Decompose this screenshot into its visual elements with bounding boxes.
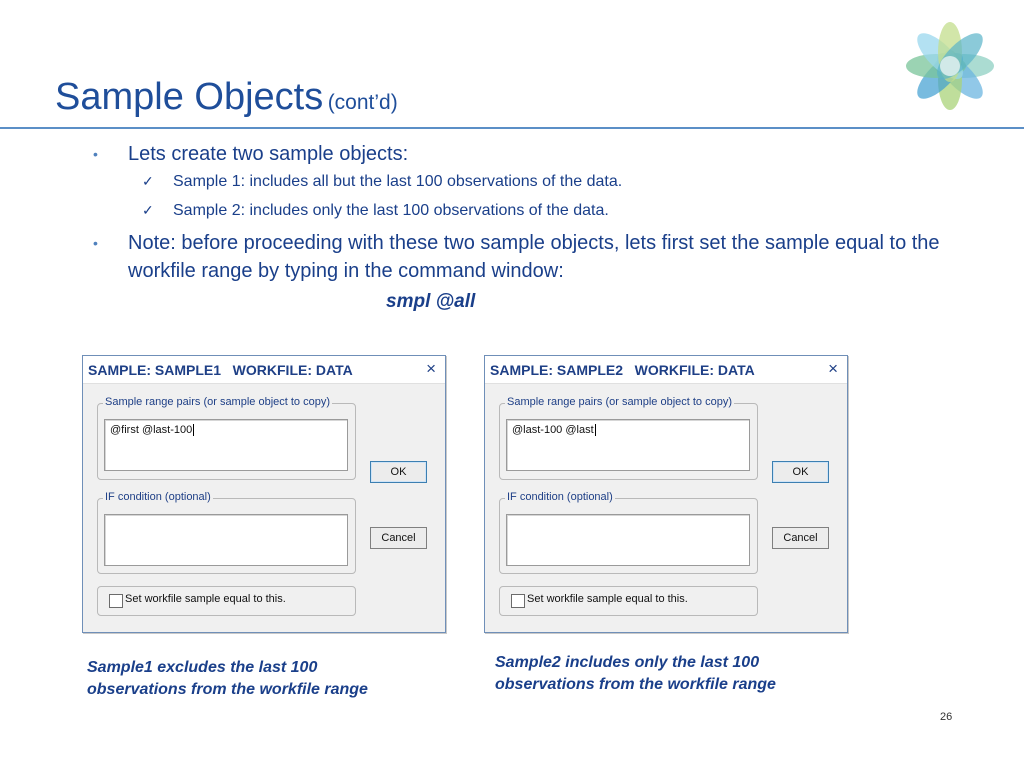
range-input[interactable] — [506, 419, 750, 471]
dialog-titlebar[interactable] — [485, 356, 847, 384]
slide-title — [55, 76, 398, 119]
range-input-value: @first @last-100 — [110, 424, 193, 436]
range-input[interactable] — [104, 419, 348, 471]
workfile-sample-option — [97, 586, 356, 616]
bullet-dot-icon: • — [93, 146, 98, 162]
floral-logo-icon — [898, 14, 1002, 118]
ok-button[interactable]: OK — [370, 461, 427, 483]
range-group-label: Sample range pairs (or sample object to copy) — [507, 396, 732, 408]
cancel-button[interactable]: Cancel — [370, 527, 427, 549]
range-group — [499, 396, 758, 480]
bullet-dot-icon: • — [93, 235, 98, 251]
range-group-label: Sample range pairs (or sample object to copy) — [105, 396, 330, 408]
if-group — [97, 491, 356, 574]
sample2-dialog — [484, 355, 848, 633]
caption-line: observations from the workfile range — [495, 676, 776, 693]
page-number: 26 — [940, 711, 953, 723]
text-caret — [193, 424, 194, 436]
if-group-label: IF condition (optional) — [507, 491, 613, 503]
range-group — [97, 396, 356, 480]
caption-line: Sample2 includes only the last 100 — [495, 654, 760, 671]
command-text: smpl @all — [386, 291, 476, 312]
checkmark-icon: ✓ — [142, 173, 154, 189]
slide-title-main: Sample Objects — [55, 76, 324, 118]
dialog-title: SAMPLE: SAMPLE2 WORKFILE: DATA — [490, 362, 755, 378]
close-icon[interactable]: × — [426, 359, 436, 378]
range-input-value: @last-100 @last — [512, 424, 594, 436]
if-group-label: IF condition (optional) — [105, 491, 211, 503]
slide-title-suffix: (cont’d) — [327, 91, 398, 114]
bullet-text: Lets create two sample objects: — [128, 143, 409, 165]
bullet-text: Note: before proceeding with these two sample objects, lets first set the sample equal to the workfile range by typing in the command window: — [128, 232, 940, 282]
if-group — [499, 491, 758, 574]
sub-bullet-text: Sample 1: includes all but the last 100 observations of the data. — [173, 173, 623, 190]
cancel-button[interactable]: Cancel — [772, 527, 829, 549]
workfile-sample-option — [499, 586, 758, 616]
caption-line: Sample1 excludes the last 100 — [87, 659, 318, 676]
dialog-titlebar[interactable] — [83, 356, 445, 384]
if-condition-input[interactable] — [104, 514, 348, 566]
dialog-title: SAMPLE: SAMPLE1 WORKFILE: DATA — [88, 362, 353, 378]
checkmark-icon: ✓ — [142, 202, 154, 218]
text-caret — [595, 424, 596, 436]
if-condition-input[interactable] — [506, 514, 750, 566]
sample1-dialog — [82, 355, 446, 633]
sample2-caption — [495, 652, 776, 696]
sample1-caption — [87, 657, 368, 701]
caption-line: observations from the workfile range — [87, 681, 368, 698]
workfile-sample-checkbox-label[interactable]: Set workfile sample equal to this. — [527, 593, 688, 605]
title-divider — [0, 127, 1024, 129]
workfile-sample-checkbox[interactable] — [511, 594, 525, 608]
ok-button[interactable]: OK — [772, 461, 829, 483]
sub-bullet-text: Sample 2: includes only the last 100 observations of the data. — [173, 202, 609, 219]
close-icon[interactable]: × — [828, 359, 838, 378]
workfile-sample-checkbox[interactable] — [109, 594, 123, 608]
workfile-sample-checkbox-label[interactable]: Set workfile sample equal to this. — [125, 593, 286, 605]
